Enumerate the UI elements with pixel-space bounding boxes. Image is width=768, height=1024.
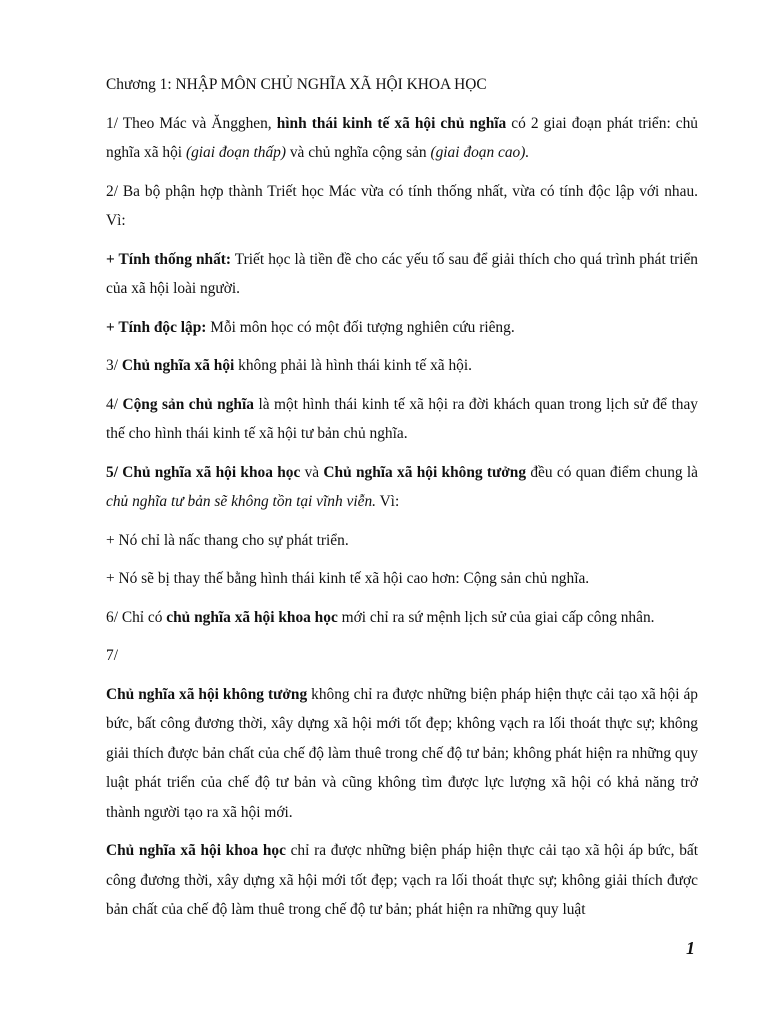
bold-text: chủ nghĩa xã hội khoa học — [166, 608, 338, 626]
page-number: 1 — [686, 938, 695, 958]
paragraph-4 — [106, 313, 698, 343]
bold-text: hình thái kinh tế xã hội chủ nghĩa — [276, 114, 507, 132]
bold-text: Chủ nghĩa xã hội không tưởng — [106, 685, 308, 703]
text: và — [300, 463, 324, 481]
text: Triết học là tiền đề cho các yếu tố sau để giải thích cho quá trình phát triển của xã hội loài người. — [106, 250, 698, 297]
bold-text: + Tính thống nhất: — [106, 250, 232, 268]
bold-text: 5/ Chủ nghĩa xã hội khoa học — [106, 463, 301, 481]
paragraph-12 — [106, 680, 698, 828]
text: có 2 giai đoạn phát triển: chủ nghĩa xã hội — [106, 114, 698, 161]
paragraph-8: + Nó chỉ là nấc thang cho sự phát triển. — [106, 531, 349, 549]
paragraph-9: + Nó sẽ bị thay thế bằng hình thái kinh tế xã hội cao hơn: Cộng sản chủ nghĩa. — [106, 570, 590, 587]
text: 6/ Chỉ có — [106, 608, 167, 626]
bold-text: Chủ nghĩa xã hội — [121, 357, 235, 374]
paragraph-1 — [106, 109, 698, 168]
text: Mỗi môn học có một đối tượng nghiên cứu riêng. — [206, 318, 515, 336]
paragraph-13 — [106, 836, 698, 925]
paragraph-2: 2/ Ba bộ phận hợp thành Triết học Mác vừa có tính thống nhất, vừa có tính độc lập với nhau. Vì: — [106, 182, 698, 229]
paragraph-5 — [106, 351, 698, 381]
text: 1/ Theo Mác và Ăngghen, — [106, 114, 277, 132]
paragraph-11: 7/ — [106, 647, 118, 664]
bold-text: + Tính độc lập: — [106, 318, 207, 336]
paragraph-7 — [106, 458, 698, 517]
paragraph-3 — [106, 245, 698, 304]
text: 3/ — [106, 357, 122, 374]
text: không chỉ ra được những biện pháp hiện thực cải tạo xã hội áp bức, bất công đương thời, xây dựng xã hội mới tốt đẹp; không vạch ra lối thoát thực sự; không giải thích được bản chất của chế độ làm thuê trong chế độ tư bản; không phát hiện ra những quy luật phát triển của chế độ tư bản và cũng không tìm được lực lượng xã hội có khả năng trở thành người tạo ra xã hội mới. — [106, 685, 698, 821]
text: không phải là hình thái kinh tế xã hội. — [234, 357, 472, 374]
paragraph-6 — [106, 390, 698, 449]
text: là một hình thái kinh tế xã hội ra đời khách quan trong lịch sử để thay thế cho hình thái kinh tế xã hội tư bản chủ nghĩa. — [106, 395, 698, 442]
bold-text: Chủ nghĩa xã hội khoa học — [106, 842, 286, 859]
chapter-title-prefix: Chương 1: — [106, 76, 176, 93]
text: đều có quan điểm chung là — [526, 463, 698, 481]
text: mới chỉ ra sứ mệnh lịch sử của giai cấp công nhân. — [337, 608, 655, 626]
bold-text: Cộng sản chủ nghĩa — [122, 395, 254, 413]
italic-text: (giai đoạn cao). — [430, 144, 530, 161]
paragraph-10 — [106, 603, 698, 633]
bold-text: Chủ nghĩa xã hội không tưởng — [323, 463, 527, 481]
text: 4/ — [106, 395, 123, 413]
italic-text: (giai đoạn thấp) — [185, 144, 286, 161]
text: Vì: — [376, 493, 400, 510]
chapter-title-main: NHẬP MÔN CHỦ NGHĨA XÃ HỘI KHOA HỌC — [175, 76, 487, 93]
text: chỉ ra được những biện pháp hiện thực cải tạo xã hội áp bức, bất công đương thời, xây dựng xã hội mới tốt đẹp; vạch ra lối thoát thực sự; không giải thích được bản chất của chế độ làm thuê trong chế độ tư bản; phát hiện ra những quy luật — [106, 842, 698, 918]
document-body — [106, 70, 698, 934]
text: và chủ nghĩa cộng sản — [285, 144, 431, 161]
italic-text: chủ nghĩa tư bản sẽ không tồn tại vĩnh viễn. — [106, 493, 376, 510]
chapter-title — [106, 70, 698, 100]
